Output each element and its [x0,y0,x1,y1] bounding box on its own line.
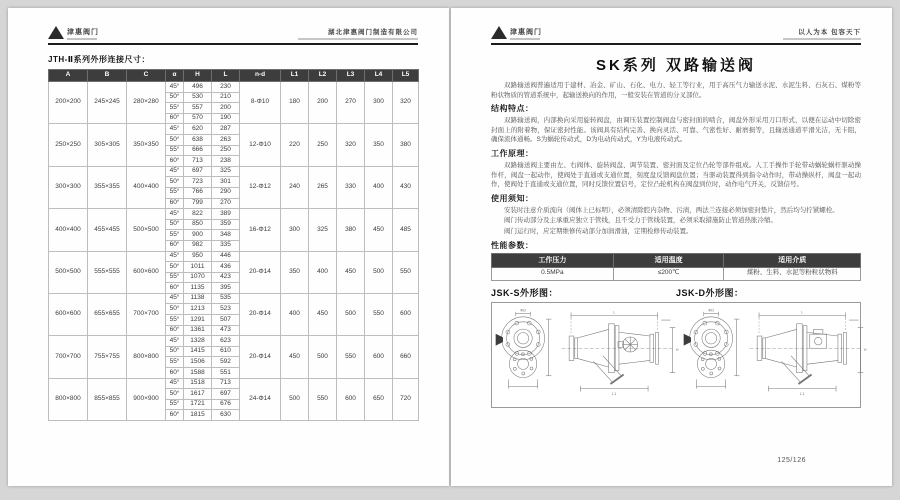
dim-cell: 250×250 [49,124,88,166]
dim-cell: 320 [337,124,365,166]
dim-cell: 550 [337,336,365,378]
dim-cell: 55° [166,187,184,198]
dim-cell: 60° [166,156,184,167]
dim-cell: 1213 [184,304,212,315]
section-paragraph: 双路输送阀，内部换向采用旋转阀盘，由调压装置控制阀盘与密封面的啮合，阀盘外形采用刀口形式，以便在运动中切除密封面上的附着物，保证密封性能。该阀具有结构完善、换向灵活、可靠、气密性好、耐磨损等，且输送通道平滑光洁，无卡阻，确保流体通畅。S为蜗轮传动式，D为电动传动式，Y为电液传动式。 [491,117,861,144]
dim-cell: 1070 [184,272,212,283]
dim-cell: 320 [393,82,419,124]
dim-cell: 350 [281,251,309,293]
table-row [49,166,419,177]
dim-cell: 200 [212,103,240,114]
section-paragraph: 阀门传动部分及主承重应独立于管线，且不受力于管线装置，必须采取措施防止管道热胀冷缩。 [504,217,777,225]
dim-cell: 982 [184,240,212,251]
drawings-box [491,302,867,408]
dim-cell: 1588 [184,368,212,379]
dim-cell: 473 [212,325,240,336]
dim-cell: 1415 [184,346,212,357]
param-header: 适用介质 [724,253,861,267]
company-subtext-line [298,38,418,40]
dim-cell: 400 [309,251,337,293]
dim-cell: 240 [281,166,309,208]
page-left [8,8,449,486]
dim-cell: 485 [393,209,419,251]
dim-cell: 300 [281,209,309,251]
dim-cell: 600×600 [49,293,88,335]
dim-cell: 530 [184,92,212,103]
dim-cell: 50° [166,219,184,230]
dim-cell: 325 [212,166,240,177]
dim-cell: 1617 [184,389,212,400]
dim-cell: 300 [365,82,393,124]
table-row [49,124,419,135]
dim-cell: 436 [212,262,240,273]
dim-cell: 423 [212,272,240,283]
right-sections [491,103,861,236]
dim-cell: 325 [309,209,337,251]
dim-cell: 822 [184,209,212,220]
dim-cell: 300×300 [49,166,88,208]
dim-cell: 496 [184,82,212,93]
section-paragraph: 双路输送阀主要由左、右阀体、旋转阀盘、调节装置、密封面及定位凸轮等部件组成。人工手操作手轮带动蜗轮蜗杆驱动操作杆，阀盘一起动作，使阀处于直通或支通位置，刻度盘反馈阀盘位置；当驱动装置得到指令动作时，带动操纵杆，阀盘一起动作，使阀处于直通或支通位置，同时反馈位置信号，定位凸轮机构在阀盘到位时，动作电气开关，反馈信号。 [491,161,861,189]
dim-cell: 45° [166,82,184,93]
dimensions-section-title: JTH-Ⅱ系列外形连接尺寸： [48,55,151,64]
dim-cell: 55° [166,103,184,114]
param-value: 煤粉、生料、水泥等粉粒状物料 [724,267,861,280]
dim-cell: 1518 [184,378,212,389]
company-slogan: 以人为本 包容天下 [798,29,861,36]
dim-cell: 60° [166,325,184,336]
dim-cell: 380 [337,209,365,251]
dim-cell: 200×200 [49,82,88,124]
dim-cell: 500×500 [127,209,166,251]
dim-cell: 200 [309,82,337,124]
table-row [49,209,419,220]
svg-text:ΦD: ΦD [520,308,526,313]
dim-cell: 799 [184,198,212,209]
dim-cell: 766 [184,187,212,198]
dim-cell: 350 [365,124,393,166]
company-name: 湖北津惠阀门制造有限公司 [328,29,418,36]
dim-cell: 12-Φ12 [240,166,281,208]
performance-params-table [491,253,861,281]
drawing-headings-row [491,286,861,299]
dim-cell: 400×400 [49,209,88,251]
dim-cell: 180 [281,82,309,124]
dim-cell: 557 [184,103,212,114]
dim-cell: 190 [212,113,240,124]
dim-cell: 60° [166,240,184,251]
dim-cell: 850 [184,219,212,230]
dim-cell: 265 [309,166,337,208]
dim-cell: 455×455 [88,209,127,251]
column-header: C [127,70,166,82]
dim-cell: 713 [212,378,240,389]
logo-triangle-icon [48,26,64,39]
column-header: L3 [337,70,365,82]
page-right [451,8,892,486]
dim-cell: 280×280 [127,82,166,124]
dim-cell: 270 [337,82,365,124]
dim-cell: 55° [166,272,184,283]
dim-cell: 1135 [184,283,212,294]
dim-cell: 1291 [184,315,212,326]
dim-cell: 60° [166,283,184,294]
column-header: B [88,70,127,82]
dim-cell: 400 [281,293,309,335]
dim-cell: 755×755 [88,336,127,378]
logo-text: 津惠阀门 [510,29,542,36]
dim-cell: 45° [166,209,184,220]
svg-text:L1: L1 [800,392,805,397]
dim-cell: 55° [166,230,184,241]
dim-cell: 551 [212,368,240,379]
dim-cell: 450 [281,336,309,378]
dim-cell: 900 [184,230,212,241]
dim-cell: 700×700 [127,293,166,335]
slogan-subtext-line [783,38,861,40]
dim-cell: 45° [166,378,184,389]
jsk-s-side-view-drawing [556,306,680,403]
section-heading: 使用须知： [491,193,534,203]
dim-cell: 723 [184,177,212,188]
params-header-row [492,253,861,267]
dim-cell: 400×400 [127,166,166,208]
dim-cell: 500 [281,378,309,420]
dim-cell: 550 [393,251,419,293]
dim-cell: 430 [393,166,419,208]
dim-cell: 676 [212,399,240,410]
dim-cell: 800×800 [127,336,166,378]
jsk-d-side-view-drawing [744,306,868,403]
dim-cell: 350×350 [127,124,166,166]
table-row [49,293,419,304]
product-title: SK系列 双路输送阀 [595,57,756,74]
dim-cell: 550 [365,293,393,335]
dim-cell: 12-Φ10 [240,124,281,166]
dim-cell: 60° [166,368,184,379]
dim-cell: 389 [212,209,240,220]
svg-text:ΦD: ΦD [708,308,714,313]
dim-cell: 20-Φ14 [240,293,281,335]
column-header: L4 [365,70,393,82]
dim-cell: 250 [309,124,337,166]
svg-text:L: L [613,310,616,315]
dim-cell: 1328 [184,336,212,347]
left-page-header [48,18,418,45]
section-heading: 结构特点： [491,104,534,114]
dim-cell: 50° [166,92,184,103]
dim-cell: 335 [212,240,240,251]
dim-cell: 60° [166,198,184,209]
dim-cell: 570 [184,113,212,124]
dim-cell: 600 [365,336,393,378]
dim-cell: 50° [166,262,184,273]
dim-cell: 270 [212,198,240,209]
column-header: L [212,70,240,82]
dim-cell: 713 [184,156,212,167]
page-number: 125/126 [777,457,806,464]
svg-text:L1: L1 [612,392,617,397]
dim-cell: 1361 [184,325,212,336]
dim-cell: 55° [166,145,184,156]
dim-cell: 400 [365,166,393,208]
dim-cell: 1506 [184,357,212,368]
dim-cell: 500×500 [49,251,88,293]
dim-cell: 230 [212,82,240,93]
dim-cell: 305×305 [88,124,127,166]
dim-cell: 348 [212,230,240,241]
dim-cell: 610 [212,346,240,357]
table-row [49,378,419,389]
param-header: 工作压力 [492,253,614,267]
dim-cell: 50° [166,134,184,145]
dim-cell: 500 [365,251,393,293]
dim-cell: 620 [184,124,212,135]
svg-text:L: L [801,310,804,315]
jsk-s-front-view-drawing [492,306,556,403]
dim-cell: 24-Φ14 [240,378,281,420]
dim-cell: 301 [212,177,240,188]
dim-cell: 700×700 [49,336,88,378]
logo-subtext-line [510,38,540,40]
dim-cell: 1815 [184,410,212,421]
svg-text:H: H [675,348,679,353]
param-header: 适用温度 [613,253,724,267]
dim-cell: 507 [212,315,240,326]
intro-paragraph: 双路输送阀普遍适用于建材、冶金、矿山、石化、电力、轻工等行业，用于高压气力输送水泥、水泥生料、石灰石、煤粉等粉状物质的管道系统中，起输送换向的作用，一般安装在管道的分叉部位。 [491,82,861,99]
column-header: α [166,70,184,82]
dim-cell: 650 [365,378,393,420]
column-header: n-d [240,70,281,82]
dim-cell: 245×245 [88,82,127,124]
dim-cell: 250 [212,145,240,156]
dim-cell: 446 [212,251,240,262]
dim-cell: 1011 [184,262,212,273]
dim-cell: 623 [212,336,240,347]
dim-cell: 592 [212,357,240,368]
dim-cell: 1721 [184,399,212,410]
params-value-row [492,267,861,280]
dim-cell: 555×555 [88,251,127,293]
dim-cell: 855×855 [88,378,127,420]
column-header: L2 [309,70,337,82]
column-header: H [184,70,212,82]
dim-cell: 55° [166,357,184,368]
dim-cell: 330 [337,166,365,208]
dim-cell: 60° [166,410,184,421]
logo-triangle-icon [491,26,507,39]
dim-cell: 355×355 [88,166,127,208]
section-paragraph: 安装时注意介质流向（阀体上已标明），必须清除腔内杂物、污渍，两法兰连接必须加密封垫片，然后均匀拧紧螺栓。 [504,206,839,214]
svg-text:H: H [863,348,867,353]
logo-subtext-line [67,38,97,40]
dim-cell: 60° [166,113,184,124]
dim-cell: 638 [184,134,212,145]
dim-cell: 45° [166,166,184,177]
brand-logo [491,26,542,40]
dims-table-header-row [49,70,419,82]
dim-cell: 697 [184,166,212,177]
column-header: A [49,70,88,82]
dim-cell: 45° [166,124,184,135]
dim-cell: 45° [166,293,184,304]
jsk-s-drawing-heading: JSK-S外形图： [491,287,559,298]
table-row [49,251,419,262]
dim-cell: 238 [212,156,240,167]
dim-cell: 290 [212,187,240,198]
dim-cell: 45° [166,336,184,347]
dim-cell: 600×600 [127,251,166,293]
dim-cell: 263 [212,134,240,145]
logo-text: 津惠阀门 [67,29,99,36]
dim-cell: 535 [212,293,240,304]
dim-cell: 720 [393,378,419,420]
dim-cell: 359 [212,219,240,230]
section-paragraph: 阀门运行时，应定期维修传动部分加润滑油，定期检修传动装置。 [504,227,693,235]
dims-table-body [49,82,419,421]
dim-cell: 450 [337,251,365,293]
section-heading: 工作原理： [491,148,534,158]
dim-cell: 550 [309,378,337,420]
dim-cell: 500 [337,293,365,335]
dim-cell: 50° [166,304,184,315]
table-row [49,336,419,347]
dim-cell: 287 [212,124,240,135]
dim-cell: 55° [166,399,184,410]
dim-cell: 655×655 [88,293,127,335]
dim-cell: 450 [309,293,337,335]
param-value: ≤200℃ [613,267,724,280]
dim-cell: 20-Φ14 [240,336,281,378]
dim-cell: 395 [212,283,240,294]
dim-cell: 50° [166,389,184,400]
dim-cell: 50° [166,346,184,357]
param-value: 0.5MPa [492,267,614,280]
dim-cell: 630 [212,410,240,421]
jsk-d-drawing-heading: JSK-D外形图： [676,287,744,298]
dim-cell: 600 [337,378,365,420]
dim-cell: 697 [212,389,240,400]
dim-cell: 8-Φ10 [240,82,281,124]
dim-cell: 220 [281,124,309,166]
dim-cell: 900×900 [127,378,166,420]
dim-cell: 950 [184,251,212,262]
right-page-header [491,18,861,45]
dim-cell: 500 [309,336,337,378]
jsk-d-front-view-drawing [680,306,744,403]
column-header: L1 [281,70,309,82]
dim-cell: 450 [365,209,393,251]
brand-logo [48,26,99,40]
dim-cell: 800×800 [49,378,88,420]
dim-cell: 660 [393,336,419,378]
table-row [49,82,419,93]
dim-cell: 523 [212,304,240,315]
dim-cell: 1138 [184,293,212,304]
dim-cell: 20-Φ14 [240,251,281,293]
params-heading: 性能参数： [491,240,534,250]
dim-cell: 50° [166,177,184,188]
dim-cell: 45° [166,251,184,262]
dim-cell: 55° [166,315,184,326]
dim-cell: 380 [393,124,419,166]
dim-cell: 600 [393,293,419,335]
column-header: L5 [393,70,419,82]
dimensions-table [48,69,419,421]
dim-cell: 210 [212,92,240,103]
dim-cell: 16-Φ12 [240,209,281,251]
dim-cell: 666 [184,145,212,156]
